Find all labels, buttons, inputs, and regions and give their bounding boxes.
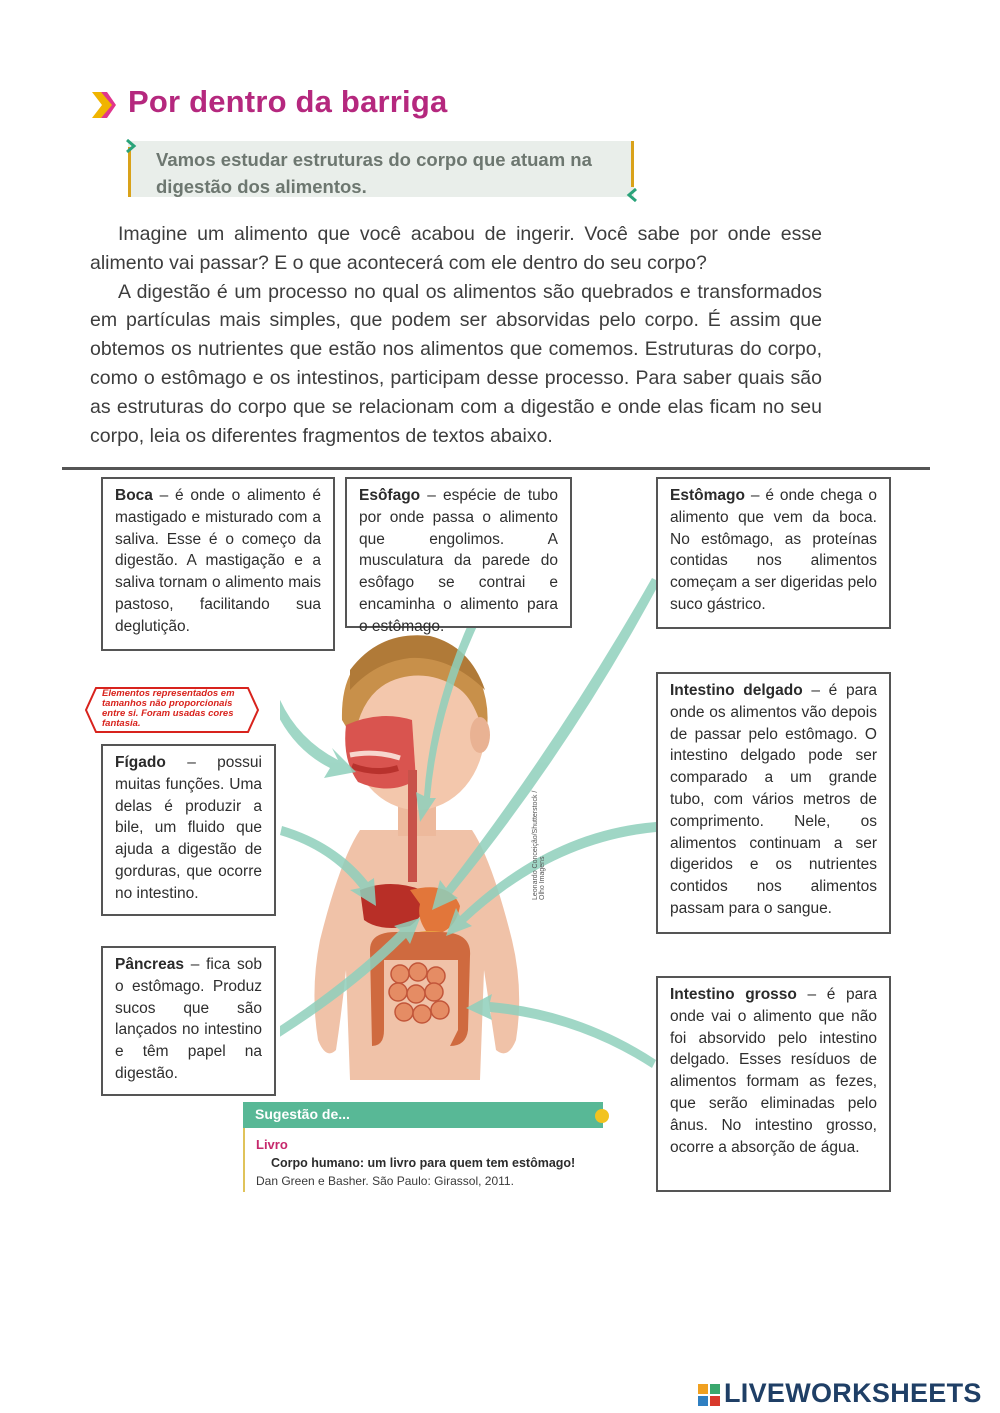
chevron-right-icon [125,139,137,153]
objective-right-bar [631,141,634,187]
objective-left-bar [128,147,131,197]
term-boca: Boca [115,487,153,504]
info-box-boca [101,477,335,651]
info-box-intestino-delgado [656,672,891,934]
intro-paragraph-1: Imagine um alimento que você acabou de ingerir. Você sabe por onde esse alimento vai passar? E o que acontecerá com ele dentro do seu corpo? [90,223,822,274]
info-box-esofago [345,477,572,635]
desc-intestino-grosso: – é para onde vai o alimento que não foi absorvido pelo intestino delgado. Esses resíduos de alimentos formam as fezes, que serão eliminadas pelo ânus. No intestino grosso, ocorre a absorção de água. [670,986,877,1156]
suggestion-dot-icon [595,1109,609,1123]
liveworksheets-logo-icon [698,1384,720,1406]
chevron-left-icon [626,188,638,202]
title-marker-icon [92,92,116,118]
term-estomago: Estômago [670,487,745,504]
intro-paragraph-2: A digestão é um processo no qual os alimentos são quebrados e transformados em partículas mais simples, que podem ser absorvidas pelo corpo. É assim que obtemos os nutrientes que estão nos alimentos que comemos. Estruturas do corpo, como o estômago e os intestinos, participam desse processo. Para saber quais são as estruturas do corpo que se relacionam com a digestão e onde elas ficam no seu corpo, leia os diferentes fragmentos de textos abaixo. [90,280,822,447]
desc-intestino-delgado: – é para onde os alimentos vão depois de passar pelo estômago. O intestino delgado pode ser comparado a um grande tubo, com vários metros de comprimento. Nele, os alimentos continuam a ser digeridos e os nutrientes contidos nos alimentos passam para o sangue. [670,682,877,917]
info-box-figado [101,744,276,916]
mouth-cross-section [345,716,416,789]
suggestion-heading: Sugestão de... [255,1106,350,1122]
digestive-system-illustration [280,560,680,1120]
section-divider [62,467,930,470]
intro-text [90,220,822,450]
desc-boca: – é onde o alimento é mastigado e misturado com a saliva. Esse é o começo da digestão. A mastigação e a saliva tornam o alimento mais pastoso, facilitando sua deglutição. [115,487,321,635]
suggestion-header [243,1102,603,1128]
watermark-text: LIVEWORKSHEETS [724,1378,982,1408]
suggestion-type: Livro [256,1137,288,1152]
note-text: Elementos representados em tamanhos não proporcionais entre si. Foram usadas cores fantasia. [102,688,235,729]
suggestion-frame [243,1128,245,1192]
desc-esofago: – espécie de tubo por onde passa o alimento que engolimos. A musculatura da parede do esôfago se contrai e encaminha o alimento para o estômago. [359,487,558,635]
suggestion-book-title: Corpo humano: um livro para quem tem estômago! [271,1156,576,1170]
desc-pancreas: – fica sob o estômago. Produz sucos que são lançados no intestino e têm papel na digestão. [115,956,262,1082]
term-intestino-grosso: Intestino grosso [670,986,797,1003]
term-pancreas: Pâncreas [115,956,184,973]
term-intestino-delgado: Intestino delgado [670,682,803,699]
suggestion-box [243,1100,615,1196]
image-credit: Leonardo Conceição/Shutterstock / Olho Imagens [532,790,546,900]
term-figado: Fígado [115,754,166,771]
esophagus-shape [408,770,417,882]
desc-estomago: – é onde chega o alimento que vem da boca. No estômago, as proteínas contidas nos alimentos começam a ser digeridas pelo suco gástrico. [670,487,877,613]
info-box-intestino-grosso [656,976,891,1192]
scale-note [84,686,260,734]
suggestion-author: Dan Green e Basher. São Paulo: Girassol, 2011. [256,1174,514,1188]
info-box-pancreas [101,946,276,1096]
objective-box [128,141,634,197]
page-title: Por dentro da barriga [128,84,448,119]
info-box-estomago [656,477,891,629]
term-esofago: Esôfago [359,487,421,504]
desc-figado: – possui muitas funções. Uma delas é produzir a bile, um fluido que ajuda a digestão de gorduras, que ocorre no intestino. [115,754,262,902]
objective-text: Vamos estudar estruturas do corpo que atuam na digestão dos alimentos. [156,149,592,197]
